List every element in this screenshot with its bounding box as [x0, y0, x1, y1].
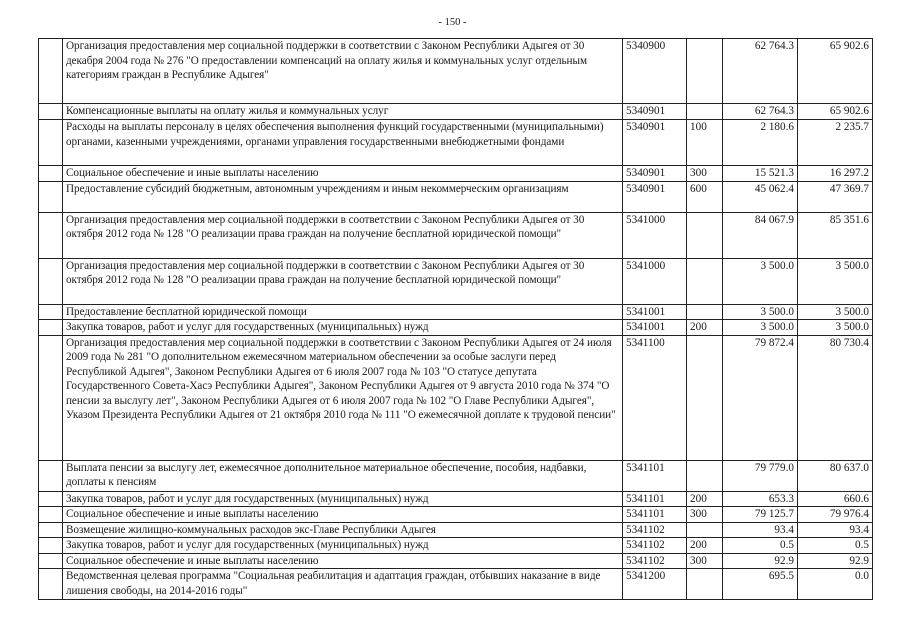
row-target-code: 5341101 [623, 507, 687, 523]
table-row [39, 181, 873, 212]
blank-cell [39, 460, 63, 491]
table-row [39, 304, 873, 320]
row-amount-2015: 3 500.0 [798, 258, 873, 304]
row-amount-2014: 92.9 [723, 553, 798, 569]
row-target-code: 5341001 [623, 304, 687, 320]
row-amount-2014: 62 764.3 [723, 39, 798, 104]
table-row [39, 491, 873, 507]
row-description: Возмещение жилищно-коммунальных расходов экс-Главе Республики Адыгея [63, 522, 623, 538]
row-amount-2014: 79 872.4 [723, 335, 798, 460]
row-expense-type [687, 104, 723, 120]
blank-cell [39, 104, 63, 120]
blank-cell [39, 166, 63, 182]
row-description: Социальное обеспечение и иные выплаты населению [63, 507, 623, 523]
row-description: Предоставление субсидий бюджетным, автономным учреждениям и иным некоммерческим организациям [63, 181, 623, 212]
row-amount-2014: 3 500.0 [723, 258, 798, 304]
row-expense-type [687, 569, 723, 600]
table-row [39, 522, 873, 538]
blank-cell [39, 538, 63, 554]
row-target-code: 5340901 [623, 120, 687, 166]
row-target-code: 5341000 [623, 212, 687, 258]
row-expense-type [687, 522, 723, 538]
row-amount-2014: 84 067.9 [723, 212, 798, 258]
row-description: Социальное обеспечение и иные выплаты населению [63, 553, 623, 569]
row-expense-type: 200 [687, 320, 723, 336]
row-amount-2015: 65 902.6 [798, 104, 873, 120]
row-expense-type: 100 [687, 120, 723, 166]
table-row [39, 104, 873, 120]
row-expense-type: 300 [687, 166, 723, 182]
blank-cell [39, 258, 63, 304]
row-amount-2015: 92.9 [798, 553, 873, 569]
row-expense-type [687, 460, 723, 491]
row-expense-type [687, 304, 723, 320]
row-amount-2014: 93.4 [723, 522, 798, 538]
row-description: Организация предоставления мер социальной поддержки в соответствии с Законом Республики Адыгея от 30 декабря 2004 года № 276 "О предоставлении компенсаций на оплату жилья и коммунальных услуг отдельным категориям граждан в Республике Адыгея" [63, 39, 623, 104]
row-description: Ведомственная целевая программа "Социальная реабилитация и адаптация граждан, отбывших наказание в виде лишения свободы, на 2014-2016 годы" [63, 569, 623, 600]
row-amount-2014: 3 500.0 [723, 304, 798, 320]
row-expense-type: 200 [687, 538, 723, 554]
row-expense-type [687, 335, 723, 460]
table-row [39, 507, 873, 523]
row-description: Закупка товаров, работ и услуг для государственных (муниципальных) нужд [63, 491, 623, 507]
table-row [39, 258, 873, 304]
row-amount-2014: 79 125.7 [723, 507, 798, 523]
row-amount-2015: 80 730.4 [798, 335, 873, 460]
row-amount-2015: 16 297.2 [798, 166, 873, 182]
blank-cell [39, 181, 63, 212]
row-expense-type [687, 212, 723, 258]
row-amount-2014: 3 500.0 [723, 320, 798, 336]
blank-cell [39, 522, 63, 538]
blank-cell [39, 553, 63, 569]
row-description: Расходы на выплаты персоналу в целях обеспечения выполнения функций государственными (муниципальными) органами, казенными учреждениями, органами управления государственными внебюджетными фондами [63, 120, 623, 166]
row-target-code: 5340901 [623, 181, 687, 212]
table-row [39, 460, 873, 491]
blank-cell [39, 569, 63, 600]
row-amount-2015: 65 902.6 [798, 39, 873, 104]
row-target-code: 5340901 [623, 104, 687, 120]
row-description: Организация предоставления мер социальной поддержки в соответствии с Законом Республики Адыгея от 24 июля 2009 года № 281 "О дополнительном ежемесячном материальном обеспечении за особые заслуги перед Республикой Адыгея", Законом Республики Адыгея от 6 июля 2007 года № 103 "О статусе депутата Государственного Совета-Хасэ Республики Адыгея", Законом Республики Адыгея от 9 августа 2010 года № 374 "О пенсии за выслугу лет", Законом Республики Адыгея от 6 июля 2007 года № 102 "О Главе Республики Адыгея", Указом Президента Республики Адыгея от 21 октября 2010 года № 111 "О ежемесячной доплате к трудовой пенсии" [63, 335, 623, 460]
row-target-code: 5341100 [623, 335, 687, 460]
blank-cell [39, 320, 63, 336]
row-amount-2015: 3 500.0 [798, 304, 873, 320]
table-row [39, 212, 873, 258]
blank-cell [39, 335, 63, 460]
blank-cell [39, 491, 63, 507]
row-target-code: 5341101 [623, 460, 687, 491]
row-target-code: 5341102 [623, 538, 687, 554]
row-amount-2015: 3 500.0 [798, 320, 873, 336]
row-amount-2015: 0.0 [798, 569, 873, 600]
row-expense-type: 300 [687, 553, 723, 569]
row-target-code: 5340901 [623, 166, 687, 182]
table-row [39, 335, 873, 460]
row-description: Компенсационные выплаты на оплату жилья и коммунальных услуг [63, 104, 623, 120]
row-target-code: 5341000 [623, 258, 687, 304]
budget-table [38, 38, 873, 600]
row-amount-2015: 47 369.7 [798, 181, 873, 212]
blank-cell [39, 120, 63, 166]
row-amount-2014: 45 062.4 [723, 181, 798, 212]
table-row [39, 120, 873, 166]
row-amount-2015: 660.6 [798, 491, 873, 507]
row-expense-type: 300 [687, 507, 723, 523]
table-row [39, 538, 873, 554]
table-row [39, 569, 873, 600]
row-expense-type [687, 258, 723, 304]
row-description: Организация предоставления мер социальной поддержки в соответствии с Законом Республики Адыгея от 30 октября 2012 года № 128 "О реализации права граждан на получение бесплатной юридической помощи" [63, 212, 623, 258]
table-row [39, 553, 873, 569]
blank-cell [39, 507, 63, 523]
row-amount-2015: 79 976.4 [798, 507, 873, 523]
row-expense-type [687, 39, 723, 104]
row-target-code: 5341001 [623, 320, 687, 336]
table-row [39, 320, 873, 336]
row-amount-2015: 85 351.6 [798, 212, 873, 258]
row-amount-2015: 0.5 [798, 538, 873, 554]
row-amount-2014: 695.5 [723, 569, 798, 600]
page-number: - 150 - [438, 17, 467, 28]
row-amount-2014: 2 180.6 [723, 120, 798, 166]
row-target-code: 5341200 [623, 569, 687, 600]
table-row [39, 166, 873, 182]
row-target-code: 5341101 [623, 491, 687, 507]
row-description: Предоставление бесплатной юридической помощи [63, 304, 623, 320]
row-amount-2015: 2 235.7 [798, 120, 873, 166]
row-amount-2014: 62 764.3 [723, 104, 798, 120]
row-amount-2014: 79 779.0 [723, 460, 798, 491]
table-row [39, 39, 873, 104]
row-target-code: 5340900 [623, 39, 687, 104]
row-target-code: 5341102 [623, 553, 687, 569]
row-expense-type: 200 [687, 491, 723, 507]
row-amount-2015: 80 637.0 [798, 460, 873, 491]
row-description: Социальное обеспечение и иные выплаты населению [63, 166, 623, 182]
row-amount-2014: 653.3 [723, 491, 798, 507]
row-target-code: 5341102 [623, 522, 687, 538]
blank-cell [39, 39, 63, 104]
blank-cell [39, 212, 63, 258]
row-amount-2015: 93.4 [798, 522, 873, 538]
blank-cell [39, 304, 63, 320]
row-description: Выплата пенсии за выслугу лет, ежемесячное дополнительное материальное обеспечение, пособия, надбавки, доплаты к пенсиям [63, 460, 623, 491]
row-description: Закупка товаров, работ и услуг для государственных (муниципальных) нужд [63, 538, 623, 554]
row-description: Организация предоставления мер социальной поддержки в соответствии с Законом Республики Адыгея от 30 октября 2012 года № 128 "О реализации права граждан на получение бесплатной юридической помощи" [63, 258, 623, 304]
row-expense-type: 600 [687, 181, 723, 212]
row-amount-2014: 0.5 [723, 538, 798, 554]
row-amount-2014: 15 521.3 [723, 166, 798, 182]
row-description: Закупка товаров, работ и услуг для государственных (муниципальных) нужд [63, 320, 623, 336]
